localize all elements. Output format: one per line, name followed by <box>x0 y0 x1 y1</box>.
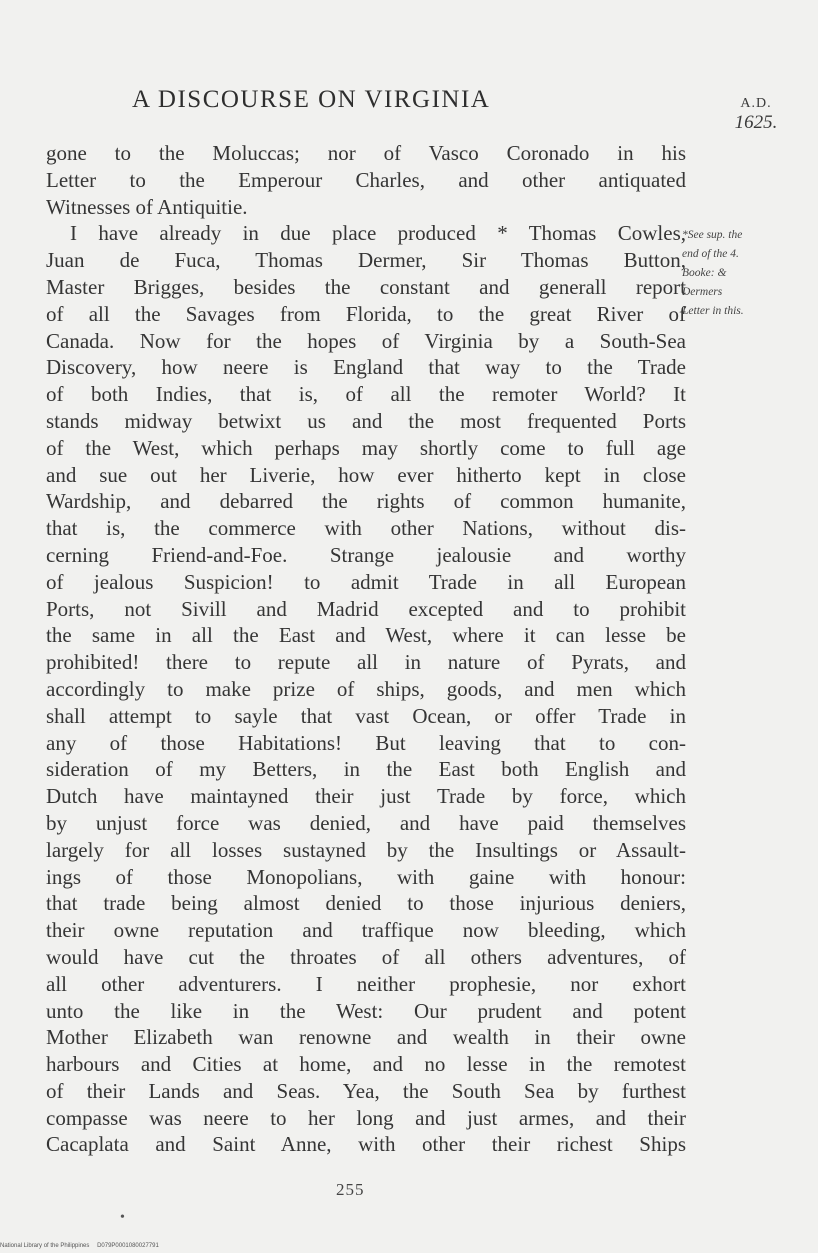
margin-note <box>682 226 812 321</box>
text-line: and sue out her Liverie, how ever hitherto kept in close <box>46 462 686 487</box>
text-line: any of those Habitations! But leaving that to con- <box>46 730 686 755</box>
text-line: unto the like in the West: Our prudent and potent <box>46 998 686 1023</box>
margin-note-line: Letter in this. <box>682 305 744 317</box>
text-line: accordingly to make prize of ships, goods, and men which <box>46 676 686 701</box>
text-line: Master Brigges, besides the constant and generall report <box>46 274 686 299</box>
text-line: Wardship, and debarred the rights of common humanite, <box>46 489 686 514</box>
text-line: stands midway betwixt us and the most frequented Ports <box>46 408 686 433</box>
text-line: that trade being almost denied to those injurious deniers, <box>46 891 686 916</box>
scan-footer <box>0 1243 165 1249</box>
scan-credit: National Library of the Philippines <box>0 1243 90 1249</box>
text-line: Juan de Fuca, Thomas Dermer, Sir Thomas Button, <box>46 248 686 273</box>
text-line: of the West, which perhaps may shortly come to full age <box>46 435 686 460</box>
date-year: 1625. <box>734 112 778 133</box>
text-line: Letter to the Emperour Charles, and other antiquated <box>46 167 686 192</box>
text-line: compasse was neere to her long and just armes, and their <box>46 1105 686 1130</box>
running-title: A DISCOURSE ON VIRGINIA <box>132 86 491 113</box>
margin-note-line: *See sup. the <box>682 229 743 241</box>
text-line: Ports, not Sivill and Madrid excepted and to prohibit <box>46 596 686 621</box>
date-label: A.D. <box>740 96 772 111</box>
text-line: of both Indies, that is, of all the remoter World? It <box>46 382 686 407</box>
text-line: largely for all losses sustayned by the Insultings or Assault- <box>46 837 686 862</box>
text-line: of jealous Suspicion! to admit Trade in all European <box>46 569 686 594</box>
text-line: Mother Elizabeth wan renowne and wealth in their owne <box>46 1025 686 1050</box>
text-line: their owne reputation and traffique now bleeding, which <box>46 918 686 943</box>
text-line: sideration of my Betters, in the East both English and <box>46 757 686 782</box>
text-line: of their Lands and Seas. Yea, the South Sea by furthest <box>46 1078 686 1103</box>
page-number: 255 <box>336 1180 365 1199</box>
text-line: ings of those Monopolians, with gaine with honour: <box>46 864 686 889</box>
text-line: Dutch have maintayned their just Trade by force, which <box>46 784 686 809</box>
text-line: that is, the commerce with other Nations, without dis- <box>46 516 686 541</box>
text-line: cerning Friend-and-Foe. Strange jealousie and worthy <box>46 542 686 567</box>
text-line: all other adventurers. I neither prophesie, nor exhort <box>46 971 686 996</box>
text-line: shall attempt to sayle that vast Ocean, or offer Trade in <box>46 703 686 728</box>
text-line: Canada. Now for the hopes of Virginia by a South-Sea <box>46 328 686 353</box>
margin-note-line: Dermers <box>682 286 723 298</box>
margin-note-line: end of the 4. <box>682 248 739 260</box>
text-line: Witnesses of Antiquitie. <box>46 194 248 219</box>
text-line: of all the Savages from Florida, to the great River of <box>46 301 686 326</box>
scan-id: D079P0001080027791 <box>97 1243 159 1249</box>
text-line: I have already in due place produced * Thomas Cowles, <box>70 221 686 246</box>
text-line: Cacaplata and Saint Anne, with other their richest Ships <box>46 1132 686 1157</box>
text-line: harbours and Cities at home, and no lesse in the remotest <box>46 1052 686 1077</box>
text-line: would have cut the throates of all others adventures, of <box>46 944 686 969</box>
text-line: Discovery, how neere is England that way to the Trade <box>46 355 686 380</box>
text-line: prohibited! there to repute all in nature of Pyrats, and <box>46 650 686 675</box>
body-text <box>46 140 686 1158</box>
date-block <box>716 96 796 134</box>
text-line: gone to the Moluccas; nor of Vasco Coronado in his <box>46 141 686 165</box>
text-line: by unjust force was denied, and have paid themselves <box>46 810 686 835</box>
margin-note-line: Booke: & <box>682 267 727 279</box>
ink-mark: • <box>120 1210 125 1225</box>
text-line: the same in all the East and West, where it can lesse be <box>46 623 686 648</box>
